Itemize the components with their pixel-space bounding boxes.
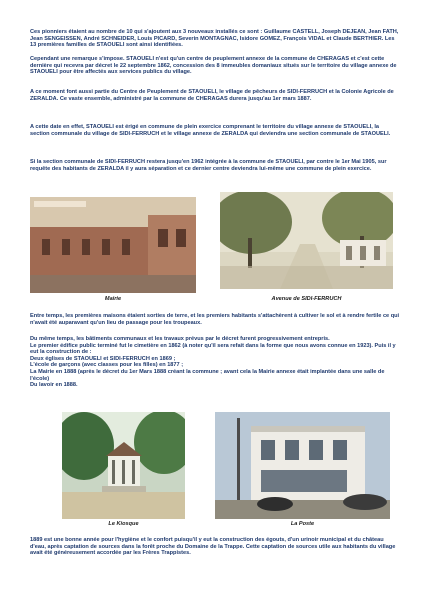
batiments-line: Du même temps, les bâtiments communaux et les travaux prévus par le décret furent progressivement entrepris. <box>30 336 330 342</box>
poste-photo <box>215 412 390 519</box>
batiments-line: Deux églises de STAOUELI et SIDI-FERRUCH en 1869 ; <box>30 355 176 362</box>
mairie-photo <box>30 197 196 293</box>
kiosque-photo <box>62 412 185 519</box>
avenue-photo <box>220 192 393 289</box>
avenue-photo-illustration <box>220 192 393 289</box>
paragraph-sidi-ferruch: Si la section communale de SIDI-FERRUCH restera jusqu'en 1962 intégrée à la commune de STAOUELI, par contre le 1er Mai 1905, sur requête des habitants de ZERALDA il y aura séparation et ce dernier centre deviendra lui-même une commune de plein exercice. <box>30 159 387 172</box>
paragraph-remark: Cependant une remarque s'impose. STAOUELI n'est qu'un centre de peuplement annexe de la commune de CHERAGAS et c'est cette dernière qui recevra par décret le 22 septembre 1862, concession des 8 immeubles domaniaux situés sur le territoire du village annexe de STAOUELI pour être affectés aux services publics du village. <box>30 56 397 76</box>
batiments-line: Le premier édifice public terminé fut le cimetière en 1862 (à noter qu'il sera refait dans la forme que nous avons connue en 1923). Puis il y eut la construction de : <box>30 342 396 356</box>
mairie-caption: Mairie <box>104 296 122 302</box>
kiosque-caption: Le Kiosque <box>108 521 139 527</box>
kiosque-photo-illustration <box>62 412 185 519</box>
batiments-line: L'école de garçons (avec classes pour les filles) en 1877 ; <box>30 362 184 369</box>
paragraph-batiments <box>30 336 400 389</box>
paragraph-hygiene: 1889 est une bonne année pour l'hygiène et le confort puisqu'il y eut la construction des égouts, d'un urinoir municipal et du château d'eau, après captation de sources dans la forêt proche du Domaine de la Trappe. Cette captation de sources utile aux habitants du village avait été généreusement accordée par les Frères Trappistes. <box>30 537 396 557</box>
paragraph-pioneers: Ces pionniers étaient au nombre de 10 qui s'ajoutent aux 3 nouveaux installés ce sont : Guillaume CASTELL, Joseph DEJEAN, Jean FATH, Jean SENGEISSEN, André SCHNEIDER, Louis PICARD, Severin MONTAGNAC, Isidore GOMEZ, François VIDAL et Claude BERTHIER. Les 13 premières familles de STAOUELI sont ainsi identifiées. <box>30 29 399 49</box>
poste-caption: La Poste <box>290 521 315 527</box>
paragraph-commune: A cette date en effet, STAOUELI est érigé en commune de plein exercice comprenant le territoire du village annexe de STAOUELI, la section communale du village de SIDI-FERRUCH et le village annexe de ZERALDA qui deviendra une section communale de STAOUELI. <box>30 124 391 137</box>
paragraph-premieres-maisons: Entre temps, les premières maisons étaient sorties de terre, et les premiers habitants s'attachèrent à cultiver le sol et à rendre fertile ce qui n'avait été auparavant qu'un lieu de passage pour les troupeaux. <box>30 313 400 326</box>
poste-photo-illustration <box>215 412 390 519</box>
mairie-photo-illustration <box>30 197 196 293</box>
paragraph-peuplement: A ce moment font aussi partie du Centre de Peuplement de STAOUELI, le village de pêcheurs de SIDI-FERRUCH et la Colonie Agricole de ZERALDA. Ce vaste ensemble, administré par la commune de CHERAGAS durera jusqu'au 1er mars 1887. <box>30 89 394 102</box>
batiments-line: La Mairie en 1888 (après le décret du 1er Mars 1888 créant la commune ; avant cela la Mairie annexe était implantée dans une salle de l'école) <box>30 368 385 382</box>
avenue-caption: Avenue de SIDI-FERRUCH <box>271 296 342 302</box>
batiments-line: Du lavoir en 1888. <box>30 382 78 389</box>
